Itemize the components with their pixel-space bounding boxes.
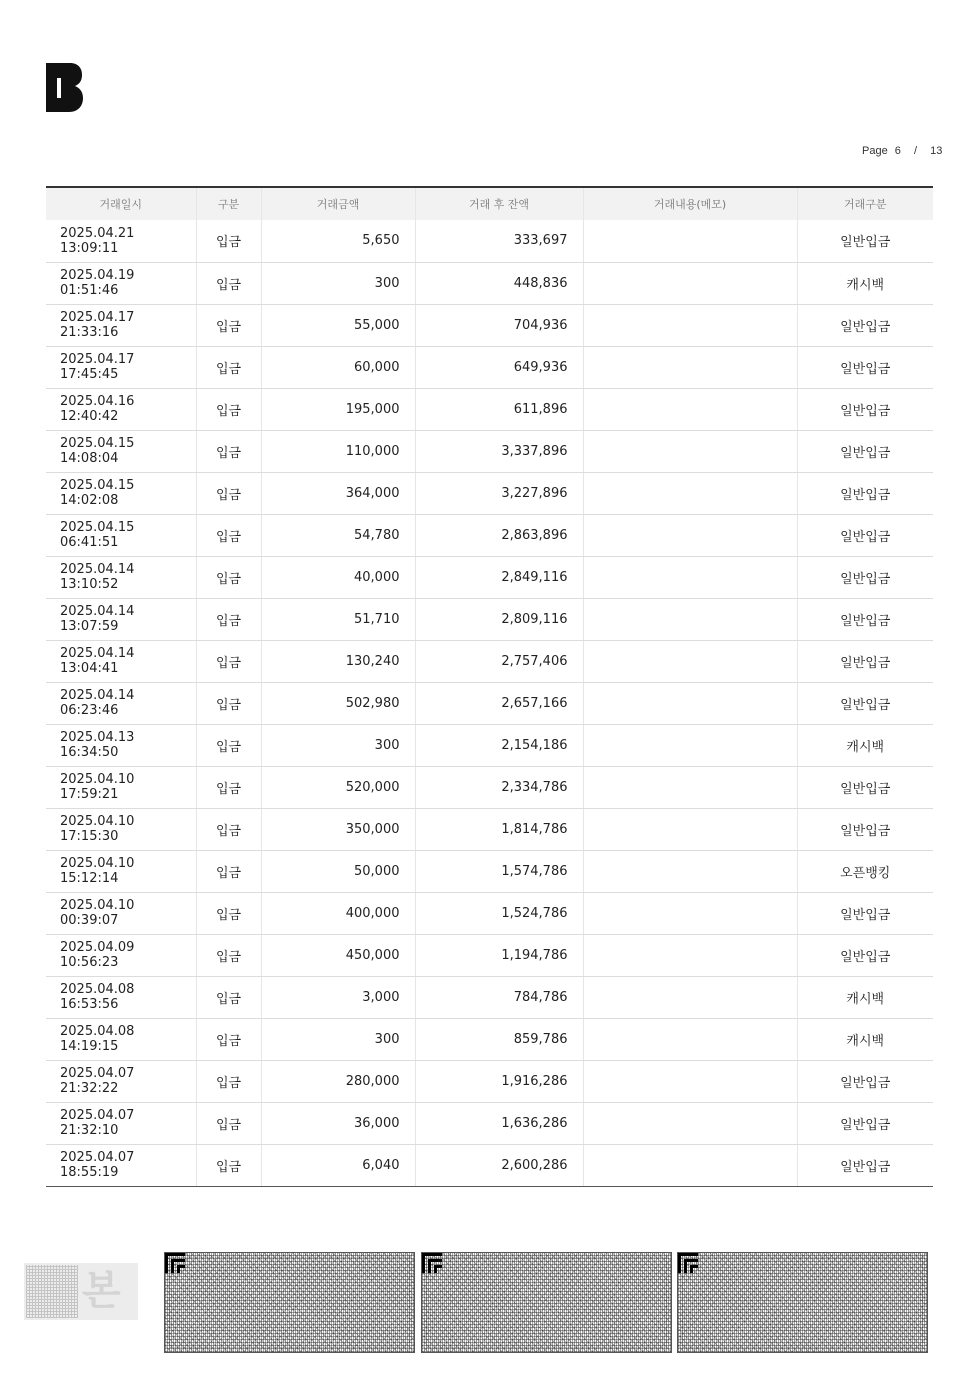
cell-memo bbox=[583, 346, 797, 388]
cell-category: 일반입금 bbox=[797, 1144, 933, 1186]
cell-amount: 36,000 bbox=[261, 1102, 415, 1144]
cell-datetime: 2025.04.08 14:19:15 bbox=[46, 1018, 196, 1060]
cell-amount: 3,000 bbox=[261, 976, 415, 1018]
2d-barcode-icon bbox=[421, 1252, 672, 1353]
cell-datetime: 2025.04.09 10:56:23 bbox=[46, 934, 196, 976]
cell-category: 일반입금 bbox=[797, 892, 933, 934]
cell-memo bbox=[583, 472, 797, 514]
cell-category: 캐시백 bbox=[797, 262, 933, 304]
cell-category: 일반입금 bbox=[797, 472, 933, 514]
cell-balance: 3,227,896 bbox=[415, 472, 583, 514]
cell-type: 입금 bbox=[196, 850, 261, 892]
cell-amount: 60,000 bbox=[261, 346, 415, 388]
cell-datetime: 2025.04.17 17:45:45 bbox=[46, 346, 196, 388]
cell-type: 입금 bbox=[196, 346, 261, 388]
cell-memo bbox=[583, 388, 797, 430]
table-row bbox=[46, 892, 933, 934]
cell-type: 입금 bbox=[196, 682, 261, 724]
cell-memo bbox=[583, 262, 797, 304]
cell-amount: 502,980 bbox=[261, 682, 415, 724]
cell-category: 일반입금 bbox=[797, 430, 933, 472]
cell-memo bbox=[583, 640, 797, 682]
page-current: 6 bbox=[894, 145, 901, 157]
cell-category: 일반입금 bbox=[797, 346, 933, 388]
table-row bbox=[46, 220, 933, 262]
transaction-table bbox=[46, 186, 933, 1187]
table-row bbox=[46, 1060, 933, 1102]
cell-amount: 54,780 bbox=[261, 514, 415, 556]
cell-balance: 649,936 bbox=[415, 346, 583, 388]
table-row bbox=[46, 976, 933, 1018]
cell-type: 입금 bbox=[196, 1018, 261, 1060]
column-header-category: 거래구분 bbox=[843, 198, 887, 211]
cell-datetime: 2025.04.14 13:07:59 bbox=[46, 598, 196, 640]
cell-amount: 195,000 bbox=[261, 388, 415, 430]
table-row bbox=[46, 1144, 933, 1186]
table-row bbox=[46, 472, 933, 514]
column-header-memo: 거래내용(메모) bbox=[583, 187, 797, 220]
cell-type: 입금 bbox=[196, 892, 261, 934]
cell-balance: 611,896 bbox=[415, 388, 583, 430]
table-row bbox=[46, 556, 933, 598]
cell-type: 입금 bbox=[196, 640, 261, 682]
cell-type: 입금 bbox=[196, 388, 261, 430]
page-indicator bbox=[862, 145, 942, 157]
table-row bbox=[46, 934, 933, 976]
cell-balance: 1,814,786 bbox=[415, 808, 583, 850]
cell-type: 입금 bbox=[196, 598, 261, 640]
cell-category: 오픈뱅킹 bbox=[797, 850, 933, 892]
cell-amount: 130,240 bbox=[261, 640, 415, 682]
cell-balance: 448,836 bbox=[415, 262, 583, 304]
table-header-row bbox=[46, 187, 933, 220]
cell-memo bbox=[583, 514, 797, 556]
cell-type: 입금 bbox=[196, 430, 261, 472]
cell-amount: 6,040 bbox=[261, 1144, 415, 1186]
cell-datetime: 2025.04.08 16:53:56 bbox=[46, 976, 196, 1018]
cell-datetime: 2025.04.10 17:15:30 bbox=[46, 808, 196, 850]
2d-barcode-icon bbox=[164, 1252, 415, 1353]
2d-barcode-icon bbox=[677, 1252, 928, 1353]
cell-datetime: 2025.04.10 15:12:14 bbox=[46, 850, 196, 892]
cell-datetime: 2025.04.16 12:40:42 bbox=[46, 388, 196, 430]
cell-amount: 300 bbox=[261, 724, 415, 766]
cell-balance: 2,757,406 bbox=[415, 640, 583, 682]
cell-memo bbox=[583, 934, 797, 976]
table-row bbox=[46, 724, 933, 766]
cell-type: 입금 bbox=[196, 724, 261, 766]
cell-balance: 859,786 bbox=[415, 1018, 583, 1060]
cell-amount: 55,000 bbox=[261, 304, 415, 346]
cell-category: 일반입금 bbox=[797, 388, 933, 430]
cell-amount: 450,000 bbox=[261, 934, 415, 976]
cell-type: 입금 bbox=[196, 514, 261, 556]
table-row bbox=[46, 262, 933, 304]
cell-memo bbox=[583, 766, 797, 808]
table-row bbox=[46, 850, 933, 892]
cell-balance: 2,334,786 bbox=[415, 766, 583, 808]
table-row bbox=[46, 388, 933, 430]
table-row bbox=[46, 1102, 933, 1144]
cell-memo bbox=[583, 1102, 797, 1144]
cell-amount: 5,650 bbox=[261, 220, 415, 262]
cell-type: 입금 bbox=[196, 808, 261, 850]
column-header-datetime: 거래일시 bbox=[46, 187, 196, 220]
cell-type: 입금 bbox=[196, 1144, 261, 1186]
table-row bbox=[46, 640, 933, 682]
cell-memo bbox=[583, 808, 797, 850]
cell-category: 일반입금 bbox=[797, 556, 933, 598]
cell-type: 입금 bbox=[196, 472, 261, 514]
table-row bbox=[46, 346, 933, 388]
cell-type: 입금 bbox=[196, 220, 261, 262]
table-row bbox=[46, 766, 933, 808]
cell-memo bbox=[583, 598, 797, 640]
table-row bbox=[46, 808, 933, 850]
cell-type: 입금 bbox=[196, 1102, 261, 1144]
cell-category: 캐시백 bbox=[797, 976, 933, 1018]
cell-amount: 50,000 bbox=[261, 850, 415, 892]
cell-balance: 784,786 bbox=[415, 976, 583, 1018]
cell-category: 일반입금 bbox=[797, 514, 933, 556]
cell-type: 입금 bbox=[196, 304, 261, 346]
cell-category: 일반입금 bbox=[797, 640, 933, 682]
cell-memo bbox=[583, 1060, 797, 1102]
cell-memo bbox=[583, 304, 797, 346]
cell-balance: 2,863,896 bbox=[415, 514, 583, 556]
page-separator: / bbox=[913, 145, 918, 157]
column-header-type: 구분 bbox=[196, 187, 261, 220]
cell-datetime: 2025.04.17 21:33:16 bbox=[46, 304, 196, 346]
cell-datetime: 2025.04.14 13:10:52 bbox=[46, 556, 196, 598]
cell-memo bbox=[583, 682, 797, 724]
cell-memo bbox=[583, 1144, 797, 1186]
cell-memo bbox=[583, 892, 797, 934]
cell-memo bbox=[583, 976, 797, 1018]
cell-amount: 400,000 bbox=[261, 892, 415, 934]
cell-datetime: 2025.04.07 21:32:22 bbox=[46, 1060, 196, 1102]
cell-category: 일반입금 bbox=[797, 934, 933, 976]
cell-balance: 704,936 bbox=[415, 304, 583, 346]
table-row bbox=[46, 598, 933, 640]
cell-balance: 333,697 bbox=[415, 220, 583, 262]
cell-category: 일반입금 bbox=[797, 808, 933, 850]
cell-category: 캐시백 bbox=[797, 1018, 933, 1060]
table-row bbox=[46, 1018, 933, 1060]
cell-type: 입금 bbox=[196, 262, 261, 304]
cell-datetime: 2025.04.14 13:04:41 bbox=[46, 640, 196, 682]
table-row bbox=[46, 682, 933, 724]
cell-amount: 300 bbox=[261, 262, 415, 304]
brand-b-logo-icon bbox=[46, 63, 83, 112]
cell-type: 입금 bbox=[196, 1060, 261, 1102]
table-row bbox=[46, 514, 933, 556]
cell-datetime: 2025.04.15 14:08:04 bbox=[46, 430, 196, 472]
cell-type: 입금 bbox=[196, 556, 261, 598]
cell-datetime: 2025.04.15 14:02:08 bbox=[46, 472, 196, 514]
column-header-balance: 거래 후 잔액 bbox=[415, 187, 583, 220]
cell-category: 캐시백 bbox=[797, 724, 933, 766]
column-header-amount: 거래금액 bbox=[261, 187, 415, 220]
cell-balance: 3,337,896 bbox=[415, 430, 583, 472]
cell-balance: 1,524,786 bbox=[415, 892, 583, 934]
cell-datetime: 2025.04.15 06:41:51 bbox=[46, 514, 196, 556]
cell-datetime: 2025.04.14 06:23:46 bbox=[46, 682, 196, 724]
cell-amount: 40,000 bbox=[261, 556, 415, 598]
cell-balance: 1,636,286 bbox=[415, 1102, 583, 1144]
original-document-seal bbox=[24, 1263, 138, 1320]
original-document-seal-icon bbox=[26, 1265, 78, 1318]
cell-category: 일반입금 bbox=[797, 598, 933, 640]
cell-balance: 2,849,116 bbox=[415, 556, 583, 598]
cell-balance: 2,809,116 bbox=[415, 598, 583, 640]
cell-category: 일반입금 bbox=[797, 682, 933, 724]
cell-memo bbox=[583, 430, 797, 472]
cell-datetime: 2025.04.07 18:55:19 bbox=[46, 1144, 196, 1186]
cell-type: 입금 bbox=[196, 934, 261, 976]
cell-balance: 2,657,166 bbox=[415, 682, 583, 724]
cell-memo bbox=[583, 850, 797, 892]
cell-datetime: 2025.04.07 21:32:10 bbox=[46, 1102, 196, 1144]
cell-amount: 280,000 bbox=[261, 1060, 415, 1102]
page-label: Page bbox=[862, 145, 888, 157]
cell-category: 일반입금 bbox=[797, 220, 933, 262]
table-row bbox=[46, 304, 933, 346]
transaction-table-container bbox=[46, 186, 933, 1187]
cell-amount: 520,000 bbox=[261, 766, 415, 808]
cell-datetime: 2025.04.10 17:59:21 bbox=[46, 766, 196, 808]
cell-memo bbox=[583, 1018, 797, 1060]
seal-text: 본 bbox=[82, 1268, 121, 1314]
cell-category: 일반입금 bbox=[797, 1102, 933, 1144]
cell-memo bbox=[583, 724, 797, 766]
cell-amount: 350,000 bbox=[261, 808, 415, 850]
table-row bbox=[46, 430, 933, 472]
cell-type: 입금 bbox=[196, 766, 261, 808]
cell-category: 일반입금 bbox=[797, 1060, 933, 1102]
cell-amount: 110,000 bbox=[261, 430, 415, 472]
cell-memo bbox=[583, 220, 797, 262]
cell-balance: 1,574,786 bbox=[415, 850, 583, 892]
cell-balance: 2,154,186 bbox=[415, 724, 583, 766]
cell-memo bbox=[583, 556, 797, 598]
cell-amount: 364,000 bbox=[261, 472, 415, 514]
cell-datetime: 2025.04.10 00:39:07 bbox=[46, 892, 196, 934]
cell-amount: 51,710 bbox=[261, 598, 415, 640]
page-total: 13 bbox=[930, 145, 943, 157]
cell-datetime: 2025.04.21 13:09:11 bbox=[46, 220, 196, 262]
cell-balance: 2,600,286 bbox=[415, 1144, 583, 1186]
cell-balance: 1,194,786 bbox=[415, 934, 583, 976]
cell-amount: 300 bbox=[261, 1018, 415, 1060]
cell-balance: 1,916,286 bbox=[415, 1060, 583, 1102]
cell-type: 입금 bbox=[196, 976, 261, 1018]
cell-datetime: 2025.04.13 16:34:50 bbox=[46, 724, 196, 766]
cell-category: 일반입금 bbox=[797, 304, 933, 346]
cell-category: 일반입금 bbox=[797, 766, 933, 808]
cell-datetime: 2025.04.19 01:51:46 bbox=[46, 262, 196, 304]
